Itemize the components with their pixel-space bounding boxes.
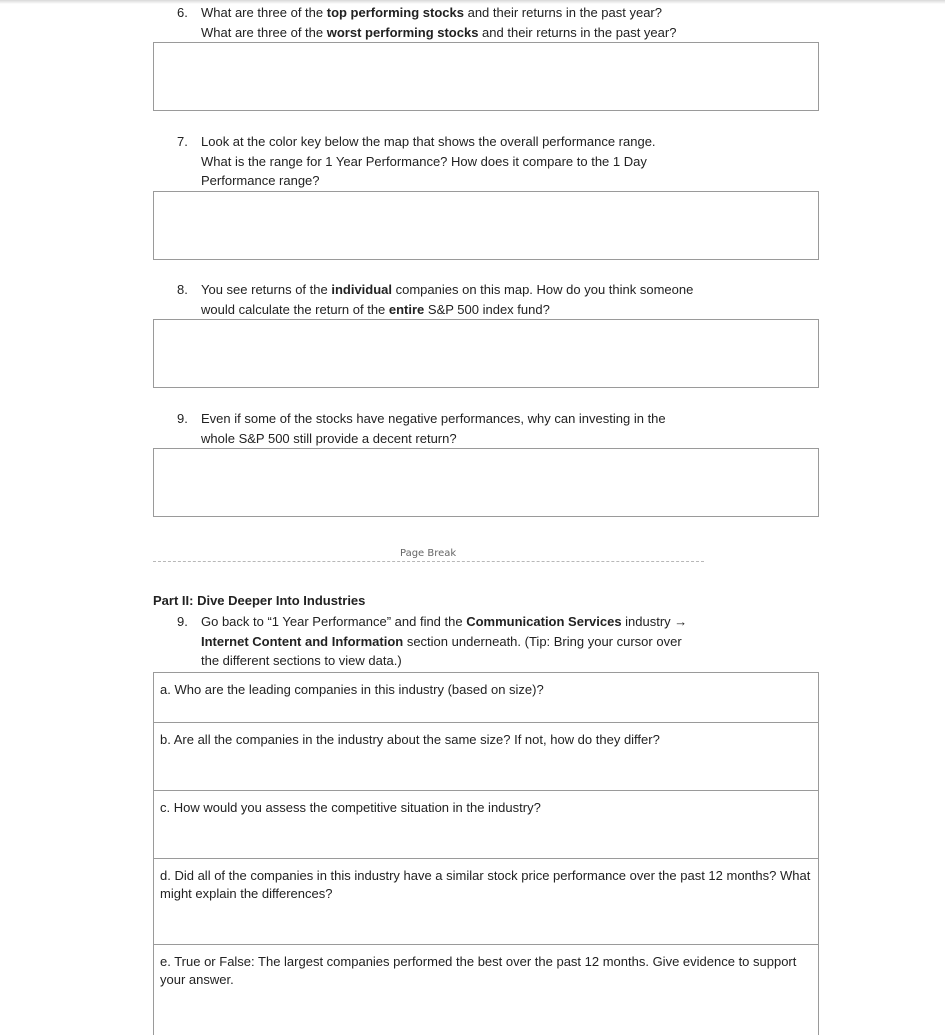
answer-row-d[interactable] — [154, 859, 818, 945]
text: and their returns in the past year? — [478, 24, 677, 40]
part-ii-question-9 — [177, 612, 687, 671]
text: and their returns in the past year? — [463, 5, 662, 20]
text: What are three of the — [201, 24, 327, 40]
text: section underneath. (Tip: Bring your cursor over — [403, 633, 682, 649]
answer-row-c[interactable] — [154, 791, 818, 859]
text: the different sections to view data.) — [201, 653, 402, 668]
bold-text: top performing stocks — [326, 5, 464, 20]
question-7 — [177, 132, 656, 191]
answer-table — [153, 672, 819, 1035]
text: What is the range for 1 Year Performance? How does it compare to the 1 Day — [201, 153, 647, 169]
bold-text: individual — [331, 282, 393, 297]
answer-box-6[interactable] — [153, 42, 819, 111]
part-ii-title: Part II: Dive Deeper Into Industries — [153, 593, 366, 608]
text: whole S&P 500 still provide a decent return? — [201, 430, 457, 446]
text: Look at the color key below the map that shows the overall performance range. — [201, 134, 656, 149]
bold-text: worst performing stocks — [326, 24, 479, 40]
row-prompt: a. Who are the leading companies in this industry (based on size)? — [160, 682, 544, 697]
text: S&P 500 index fund? — [424, 301, 550, 317]
question-number: 9. — [177, 411, 188, 426]
answer-row-a[interactable] — [154, 673, 818, 723]
answer-box-7[interactable] — [153, 191, 819, 260]
bold-text: Communication Services — [466, 614, 622, 629]
row-prompt: d. Did all of the companies in this industry have a similar stock price performance over the past 12 months? What might explain the differences? — [160, 868, 811, 901]
question-number: 7. — [177, 134, 188, 149]
text: industry → — [621, 614, 688, 629]
text: What are three of the — [201, 5, 327, 20]
text: Even if some of the stocks have negative performances, why can investing in the — [201, 411, 666, 426]
text: would calculate the return of the — [201, 301, 389, 317]
question-6 — [177, 3, 676, 42]
text: companies on this map. How do you think someone — [392, 282, 694, 297]
page-break-label: Page Break — [400, 548, 457, 559]
row-prompt: b. Are all the companies in the industry about the same size? If not, how do they differ? — [160, 732, 660, 747]
answer-box-8[interactable] — [153, 319, 819, 388]
bold-text: Internet Content and Information — [201, 633, 404, 649]
question-9 — [177, 409, 666, 448]
answer-row-b[interactable] — [154, 723, 818, 791]
answer-row-e[interactable] — [154, 945, 818, 1035]
text: Performance range? — [201, 173, 320, 188]
question-number: 9. — [177, 614, 188, 629]
question-8 — [177, 280, 693, 319]
answer-box-9[interactable] — [153, 448, 819, 517]
row-prompt: c. How would you assess the competitive situation in the industry? — [160, 800, 541, 815]
page-break-line — [153, 561, 704, 562]
question-number: 8. — [177, 282, 188, 297]
text: You see returns of the — [201, 282, 332, 297]
bold-text: entire — [388, 301, 425, 317]
text: Go back to “1 Year Performance” and find the — [201, 614, 467, 629]
question-number: 6. — [177, 5, 188, 20]
row-prompt: e. True or False: The largest companies performed the best over the past 12 months. Give evidence to support your answer. — [160, 954, 797, 987]
